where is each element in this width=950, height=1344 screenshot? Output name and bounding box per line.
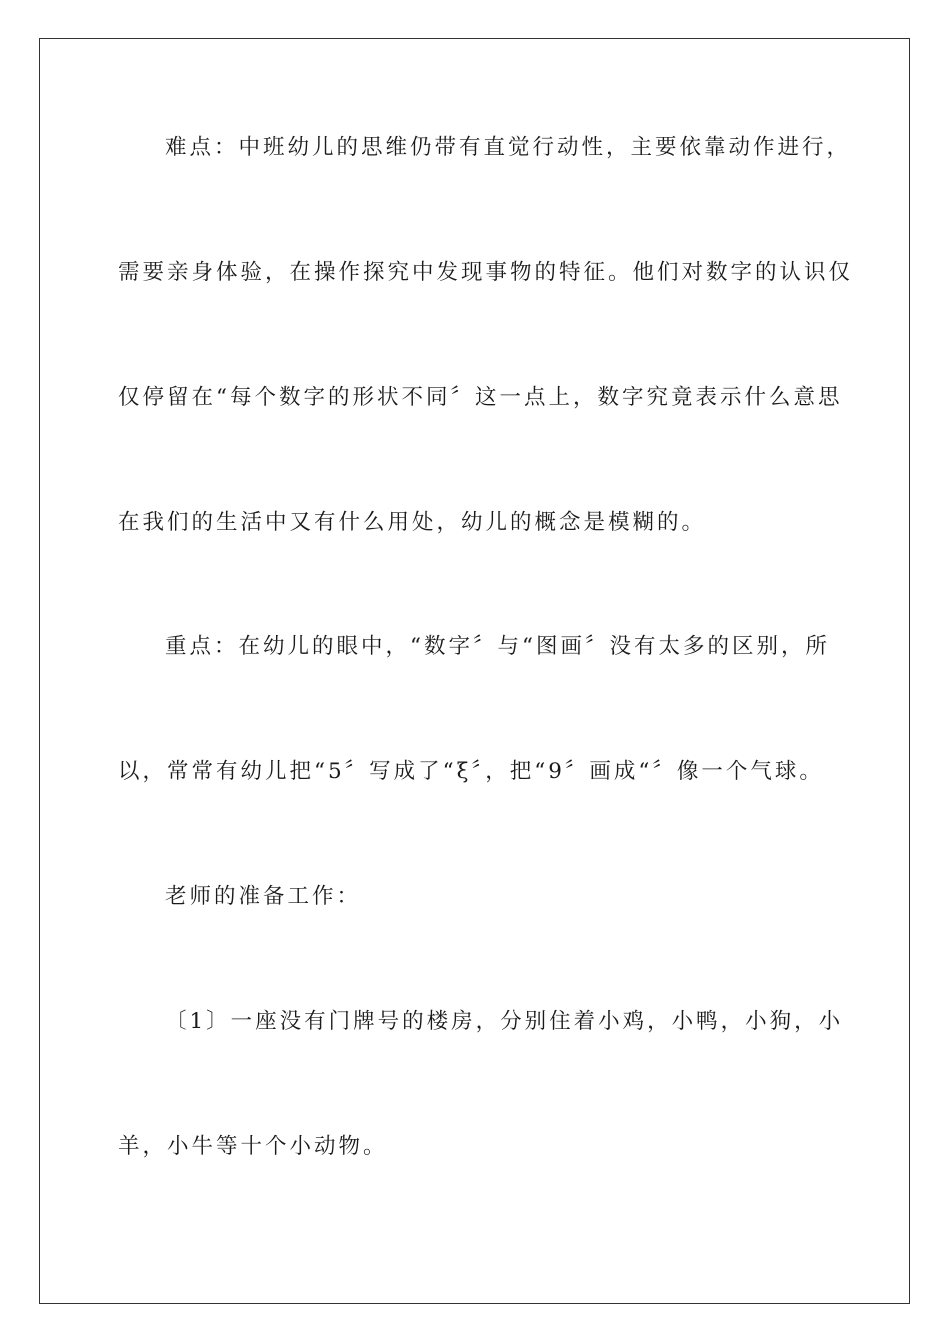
paragraph-key-point-line-2: 以，常常有幼儿把“5〞写成了“ξ〞，把“9〞画成“〞像一个气球。 bbox=[118, 759, 824, 784]
preparation-item-1-line-2: 羊，小牛等十个小动物。 bbox=[118, 1134, 388, 1159]
paragraph-key-point-line-1: 重点：在幼儿的眼中，“数字〞与“图画〞没有太多的区别，所 bbox=[165, 634, 830, 659]
paragraph-difficulty-line-2: 需要亲身体验，在操作探究中发现事物的特征。他们对数字的认识仅 bbox=[118, 260, 854, 285]
paragraph-difficulty-line-4: 在我们的生活中又有什么用处，幼儿的概念是模糊的。 bbox=[118, 510, 707, 535]
preparation-item-1-line-1: 〔1〕一座没有门牌号的楼房，分别住着小鸡，小鸭，小狗，小 bbox=[165, 1009, 844, 1034]
paragraph-difficulty-line-1: 难点：中班幼儿的思维仍带有直觉行动性，主要依靠动作进行， bbox=[165, 135, 852, 160]
paragraph-difficulty-line-3: 仅停留在“每个数字的形状不同〞这一点上，数字究竟表示什么意思 bbox=[118, 385, 843, 410]
page-border bbox=[39, 38, 910, 1304]
teacher-preparation-heading: 老师的准备工作： bbox=[165, 884, 362, 909]
